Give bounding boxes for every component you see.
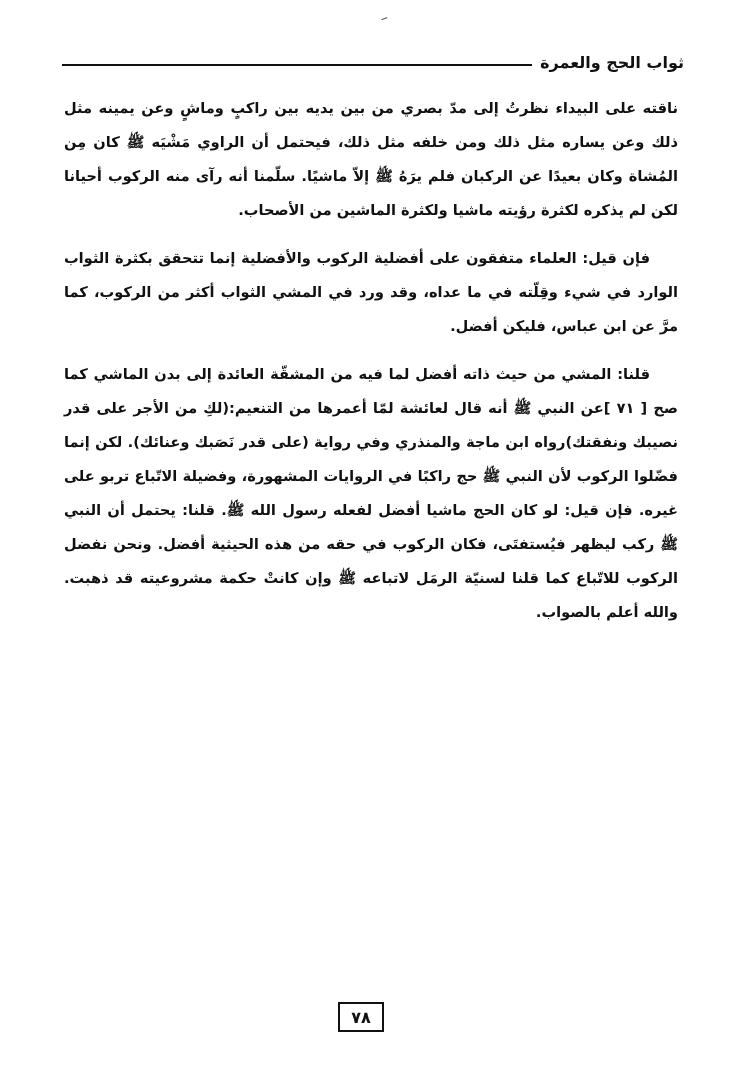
page-body — [64, 92, 678, 644]
page-number: ٧٨ — [338, 1002, 384, 1032]
header-rule — [62, 64, 532, 66]
paragraph-3: قلنا: المشي من حيث ذاته أفضل لما فيه من المشقّة العائدة إلى بدن الماشي كما صح [ ٧١ ]عن النبي ﷺ أنه قال لعائشة لمّا أعمرها من التنعيم:(لكِ من الأجر على قدر نصيبك ونفقتك)رواه ابن ماجة والمنذري وفي رواية (على قدر نَصَبك وعنائك). لكن إنما فضّلوا الركوب لأن النبي ﷺ حج راكبًا في الروايات المشهورة، وفضيلة الاتّباع تربو على غيره. فإن قيل: لو كان الحج ماشيا أفضل لفعله رسول الله ﷺ. قلنا: يحتمل أن النبي ﷺ ركب ليظهر فيُستفتَى، فكان الركوب في حقه من هذه الحيثية أفضل. ونحن نفضل الركوب للاتّباع كما قلنا لسنيّة الرمَل لاتباعه ﷺ وإن كانتْ حكمة مشروعيته قد ذهبت. والله أعلم بالصواب. — [64, 366, 678, 621]
paragraph-1: ناقته على البيداء نظرتُ إلى مدّ بصري من بين يديه بين راكبٍ وماشٍ وعن يمينه مثل ذلك وعن يساره مثل ذلك ومن خلفه مثل ذلك، فيحتمل أن الراوي مَشْيَه ﷺ كان مِن المُشاة وكان بعيدًا عن الركبان فلم يرَهُ ﷺ إلاّ ماشيًا. سلّمنا أنه رآى منه الركوب أحيانا لكن لم يذكره لكثرة رؤيته ماشيا ولكثرة الماشين من الأصحاب. — [64, 100, 678, 219]
paragraph-2: فإن قيل: العلماء متفقون على أفضلية الركوب والأفضلية إنما تتحقق بكثرة الثواب الوارد في شيء وقِلّته في ما عداه، وقد ورد في المشي الثواب أكثر من الركوب، كما مرَّ عن ابن عباس، فليكن أفضل. — [64, 250, 678, 335]
running-header — [62, 50, 684, 76]
header-title: ثواب الحج والعمرة — [540, 53, 684, 72]
scan-speck — [381, 17, 388, 24]
